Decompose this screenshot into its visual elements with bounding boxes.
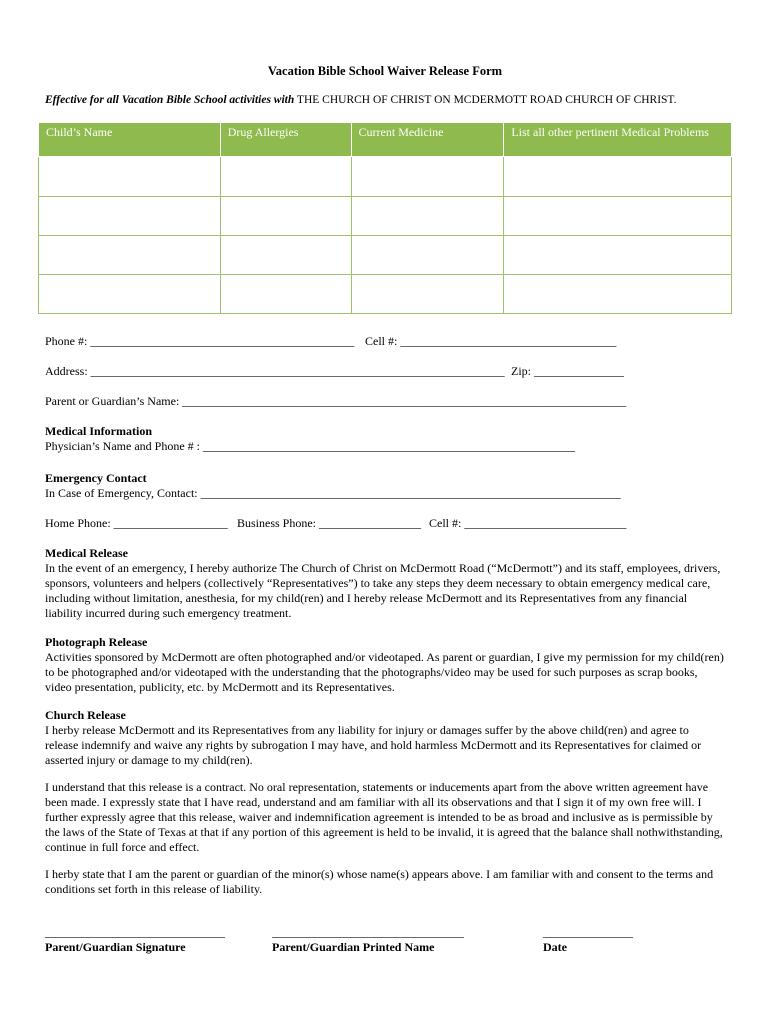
cell-drug-allergies[interactable] xyxy=(220,197,351,236)
consent-text xyxy=(45,867,725,897)
signature-line[interactable]: ______________________________ xyxy=(45,925,225,939)
contract-paragraph: I understand that this release is a contract. No oral representation, statements or inducements apart from the above written agreement have been made. I expressly state that I have read, understand and am familiar with all its observations and that I sign it of my own free will. I further expressly agree that this release, waiver and indemnification agreement is intended to be as broad and inclusive as is permissible by the laws of the State of Texas at that if any portion of this agreement is held to be invalid, it is agreed that the balance shall nothwithstanding, continue in full force and effect. xyxy=(45,780,723,854)
header-medical-problems: List all other pertinent Medical Problems xyxy=(504,123,732,157)
photo-release-text xyxy=(45,650,725,695)
cell-current-medicine[interactable] xyxy=(351,197,504,236)
effective-italic: Effective for all Vacation Bible School activities with xyxy=(45,94,295,106)
consent-paragraph: I herby state that I am the parent or guardian of the minor(s) whose name(s) appears above. I am familiar with and consent to the terms and conditions set forth in this release of liability. xyxy=(45,867,714,896)
printed-name-label: Parent/Guardian Printed Name xyxy=(272,940,435,954)
date-line[interactable]: _______________ xyxy=(543,925,633,939)
table-header-row xyxy=(39,123,732,157)
church-release-heading: Church Release xyxy=(45,708,126,722)
cell-drug-allergies[interactable] xyxy=(220,275,351,314)
effective-statement xyxy=(45,94,676,106)
phone-field[interactable]: Phone #: ____________________________________________ xyxy=(45,334,355,348)
guardian-name-field[interactable]: Parent or Guardian’s Name: __________________________________________________________________________ xyxy=(45,394,627,408)
table-row xyxy=(39,157,732,197)
cell-childs-name[interactable] xyxy=(39,197,221,236)
table-row xyxy=(39,197,732,236)
medical-info-heading: Medical Information xyxy=(45,424,152,438)
cell-current-medicine[interactable] xyxy=(351,236,504,275)
cell-2-field[interactable]: Cell #: ___________________________ xyxy=(429,516,627,530)
medical-release-paragraph: In the event of an emergency, I hereby authorize The Church of Christ on McDermott Road (“McDermott”) and its staff, employees, drivers, sponsors, volunteers and helpers (collectively “Representatives”) to take any steps they deem necessary to obtain emergency medical care, including without limitation, anesthesia, for my child(ren) and I hereby release McDermott and its Representatives from any financial liability incurred during such emergency treatment. xyxy=(45,561,721,620)
photo-release-paragraph: Activities sponsored by McDermott are often photographed and/or videotaped. As parent or guardian, I give my permission for my child(ren) to be photographed and/or videotaped with the understanding that the photographs/video may be used for such purposes as scrap books, video presentation, publicity, etc. by McDermott and its Representatives. xyxy=(45,650,724,694)
cell-medical-problems[interactable] xyxy=(504,157,732,197)
cell-current-medicine[interactable] xyxy=(351,157,504,197)
church-release-text xyxy=(45,723,725,768)
address-field[interactable]: Address: _____________________________________________________________________ xyxy=(45,364,505,378)
medical-info-table xyxy=(38,122,732,314)
medical-release-text xyxy=(45,561,725,621)
cell-medical-problems[interactable] xyxy=(504,197,732,236)
emergency-contact-field[interactable]: In Case of Emergency, Contact: ______________________________________________________________________ xyxy=(45,486,621,500)
effective-church-name: THE CHURCH OF CHRIST ON MCDERMOTT ROAD CHURCH OF CHRIST. xyxy=(294,94,677,106)
signature-label: Parent/Guardian Signature xyxy=(45,940,186,954)
cell-childs-name[interactable] xyxy=(39,157,221,197)
medical-release-heading: Medical Release xyxy=(45,546,128,560)
church-release-paragraph: I herby release McDermott and its Representatives from any liability for injury or damages suffer by the above child(ren) and agree to release indemnify and waive any rights by subrogation I may have, and hold harmless McDermott and its Representatives for claimed or asserted injury or damage to my child(ren). xyxy=(45,723,702,767)
cell-childs-name[interactable] xyxy=(39,275,221,314)
business-phone-field[interactable]: Business Phone: _________________ xyxy=(237,516,422,530)
cell-medical-problems[interactable] xyxy=(504,236,732,275)
form-title: Vacation Bible School Waiver Release Form xyxy=(267,64,503,78)
cell-medical-problems[interactable] xyxy=(504,275,732,314)
table-row xyxy=(39,236,732,275)
contract-text xyxy=(45,780,725,855)
home-phone-field[interactable]: Home Phone: ___________________ xyxy=(45,516,228,530)
header-current-medicine: Current Medicine xyxy=(351,123,504,157)
date-label: Date xyxy=(543,940,567,954)
header-drug-allergies: Drug Allergies xyxy=(220,123,351,157)
emergency-contact-heading: Emergency Contact xyxy=(45,471,147,485)
cell-drug-allergies[interactable] xyxy=(220,157,351,197)
zip-field[interactable]: Zip: _______________ xyxy=(511,364,624,378)
cell-field[interactable]: Cell #: ____________________________________ xyxy=(365,334,617,348)
printed-name-line[interactable]: ________________________________ xyxy=(272,925,464,939)
physician-field[interactable]: Physician’s Name and Phone # : ______________________________________________________________ xyxy=(45,439,575,453)
cell-drug-allergies[interactable] xyxy=(220,236,351,275)
header-childs-name: Child’s Name xyxy=(39,123,221,157)
cell-current-medicine[interactable] xyxy=(351,275,504,314)
photo-release-heading: Photograph Release xyxy=(45,635,148,649)
cell-childs-name[interactable] xyxy=(39,236,221,275)
table-row xyxy=(39,275,732,314)
